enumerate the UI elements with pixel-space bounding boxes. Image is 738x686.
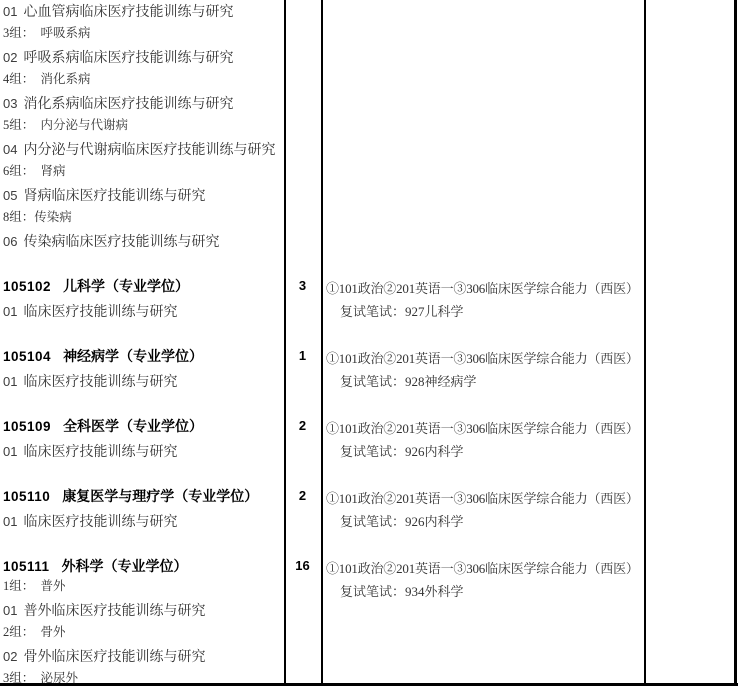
exam-subjects-cell xyxy=(326,486,642,546)
direction-title: 肾病临床医疗技能训练与研究 xyxy=(23,189,206,204)
direction-number: 01 xyxy=(3,4,18,19)
research-direction-line xyxy=(3,93,233,113)
direction-title: 内分泌与代谢病临床医疗技能训练与研究 xyxy=(23,143,276,158)
specialty-name: 外科学（专业学位） xyxy=(61,558,188,574)
specialty-header xyxy=(3,486,258,506)
direction-number: 03 xyxy=(3,96,18,111)
direction-number: 01 xyxy=(3,514,18,529)
research-direction-line xyxy=(3,1,233,21)
group-label-line: 4组： 消化系病 xyxy=(3,72,91,86)
specialty-name: 全科医学（专业学位） xyxy=(63,418,204,434)
exam-subjects-cell xyxy=(326,276,642,336)
direction-title: 消化系病临床医疗技能训练与研究 xyxy=(23,97,234,112)
direction-title: 临床医疗技能训练与研究 xyxy=(23,515,178,530)
research-direction-line xyxy=(3,231,219,251)
research-direction-line xyxy=(3,139,275,159)
research-direction-line xyxy=(3,646,205,666)
research-direction-line xyxy=(3,47,233,67)
initial-exam-subjects-line: ①101政治②201英语一③306临床医学综合能力（西医） xyxy=(326,561,639,576)
specialty-name: 神经病学（专业学位） xyxy=(63,348,204,364)
specialty-header xyxy=(3,556,188,576)
research-direction-line xyxy=(3,600,205,620)
direction-number: 01 xyxy=(3,304,18,319)
specialty-code: 105104 xyxy=(3,349,52,364)
specialty-code: 105111 xyxy=(3,559,50,574)
group-label-line: 2组： 骨外 xyxy=(3,625,66,639)
direction-number: 01 xyxy=(3,444,18,459)
initial-exam-subjects-line: ①101政治②201英语一③306临床医学综合能力（西医） xyxy=(326,491,639,506)
exam-subjects-cell xyxy=(326,346,642,406)
direction-number: 01 xyxy=(3,374,18,389)
direction-number: 01 xyxy=(3,603,18,618)
retest-written-exam-line: 复试笔试：926内科学 xyxy=(340,514,464,529)
column-divider-quota-left xyxy=(284,0,286,686)
specialty-code: 105102 xyxy=(3,279,52,294)
column-divider-remarks-left xyxy=(644,0,646,686)
exam-subjects-cell xyxy=(326,556,642,616)
direction-number: 02 xyxy=(3,50,18,65)
specialty-code: 105110 xyxy=(3,489,51,504)
direction-title: 骨外临床医疗技能训练与研究 xyxy=(23,650,206,665)
quota-value: 1 xyxy=(298,348,307,363)
retest-written-exam-line: 复试笔试：934外科学 xyxy=(340,584,464,599)
specialty-header xyxy=(3,346,203,366)
group-label-line: 6组： 肾病 xyxy=(3,164,66,178)
quota-value: 3 xyxy=(298,278,307,293)
direction-number: 02 xyxy=(3,649,18,664)
group-label-line: 1组： 普外 xyxy=(3,579,66,593)
direction-title: 呼吸系病临床医疗技能训练与研究 xyxy=(23,51,234,66)
retest-written-exam-line: 复试笔试：927儿科学 xyxy=(340,304,464,319)
specialty-name: 儿科学（专业学位） xyxy=(63,278,190,294)
direction-title: 临床医疗技能训练与研究 xyxy=(23,305,178,320)
group-label-line: 3组： 泌尿外 xyxy=(3,671,79,685)
specialty-name: 康复医学与理疗学（专业学位） xyxy=(62,488,259,504)
research-direction-line xyxy=(3,185,205,205)
direction-number: 05 xyxy=(3,188,18,203)
quota-value: 16 xyxy=(295,558,310,573)
group-label-line: 3组： 呼吸系病 xyxy=(3,26,91,40)
table-right-border xyxy=(734,0,737,686)
direction-title: 临床医疗技能训练与研究 xyxy=(23,445,178,460)
research-direction-line xyxy=(3,511,177,531)
research-direction-line xyxy=(3,441,177,461)
direction-title: 普外临床医疗技能训练与研究 xyxy=(23,604,206,619)
retest-written-exam-line: 复试笔试：928神经病学 xyxy=(340,374,477,389)
specialty-header xyxy=(3,276,189,296)
research-direction-line xyxy=(3,301,177,321)
direction-title: 临床医疗技能训练与研究 xyxy=(23,375,178,390)
column-divider-exam-left xyxy=(321,0,323,686)
direction-title: 传染病临床医疗技能训练与研究 xyxy=(23,235,220,250)
specialty-code: 105109 xyxy=(3,419,52,434)
research-direction-line xyxy=(3,371,177,391)
specialty-header xyxy=(3,416,203,436)
initial-exam-subjects-line: ①101政治②201英语一③306临床医学综合能力（西医） xyxy=(326,421,639,436)
direction-title: 心血管病临床医疗技能训练与研究 xyxy=(23,5,234,20)
direction-number: 06 xyxy=(3,234,18,249)
quota-value: 2 xyxy=(298,418,307,433)
group-label-line: 5组： 内分泌与代谢病 xyxy=(3,118,129,132)
group-label-line: 8组：传染病 xyxy=(3,210,72,224)
initial-exam-subjects-line: ①101政治②201英语一③306临床医学综合能力（西医） xyxy=(326,351,639,366)
initial-exam-subjects-line: ①101政治②201英语一③306临床医学综合能力（西医） xyxy=(326,281,639,296)
retest-written-exam-line: 复试笔试：926内科学 xyxy=(340,444,464,459)
exam-subjects-cell xyxy=(326,416,642,476)
quota-value: 2 xyxy=(298,488,307,503)
direction-number: 04 xyxy=(3,142,18,157)
